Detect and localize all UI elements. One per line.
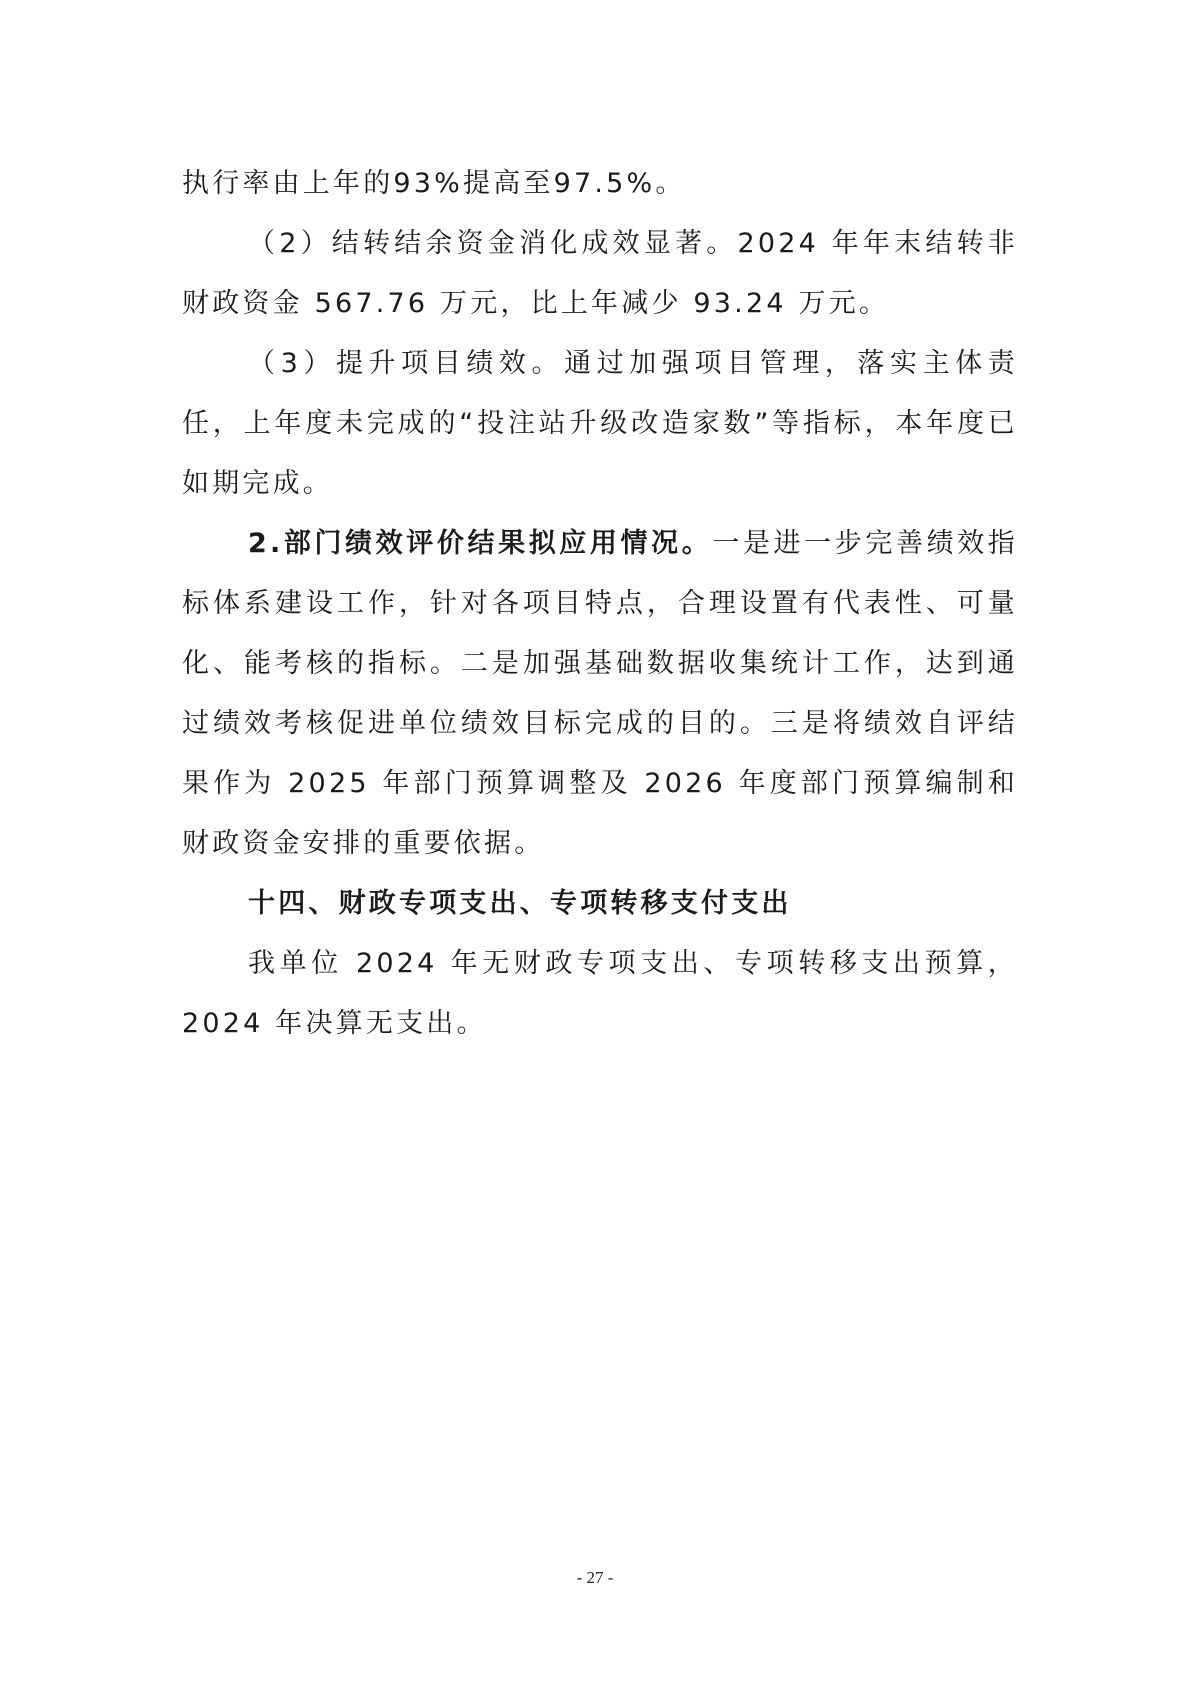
paragraph-carryover-funds: （2）结转结余资金消化成效显著。2024 年年末结转非财政资金 567.76 万元，比上年减少 93.24 万元。 bbox=[182, 228, 1018, 319]
paragraph-evaluation-application bbox=[182, 514, 1018, 874]
paragraph-project-performance: （3）提升项目绩效。通过加强项目管理，落实主体责任，上年度未完成的“投注站升级改造家数”等指标，本年度已如期完成。 bbox=[182, 348, 1018, 499]
section-heading-14: 十四、财政专项支出、专项转移支付支出 bbox=[248, 888, 792, 919]
paragraph-special-expenditure: 我单位 2024 年无财政专项支出、专项转移支出预算，2024 年决算无支出。 bbox=[182, 948, 1018, 1039]
paragraph-evaluation-body: 一是进一步完善绩效指标体系建设工作，针对各项目特点，合理设置有代表性、可量化、能考核的指标。二是加强基础数据收集统计工作，达到通过绩效考核促进单位绩效目标完成的目的。三是将绩效自评结果作为 2025 年部门预算调整及 2026 年度部门预算编制和财政资金安排的重要依据。 bbox=[182, 528, 1018, 859]
paragraph-lead-heading: 2.部门绩效评价结果拟应用情况。 bbox=[248, 528, 713, 559]
paragraph-execution-rate: 执行率由上年的93%提高至97.5%。 bbox=[182, 168, 686, 199]
page-number: - 27 - bbox=[576, 1568, 614, 1587]
document-body bbox=[182, 154, 1018, 1054]
